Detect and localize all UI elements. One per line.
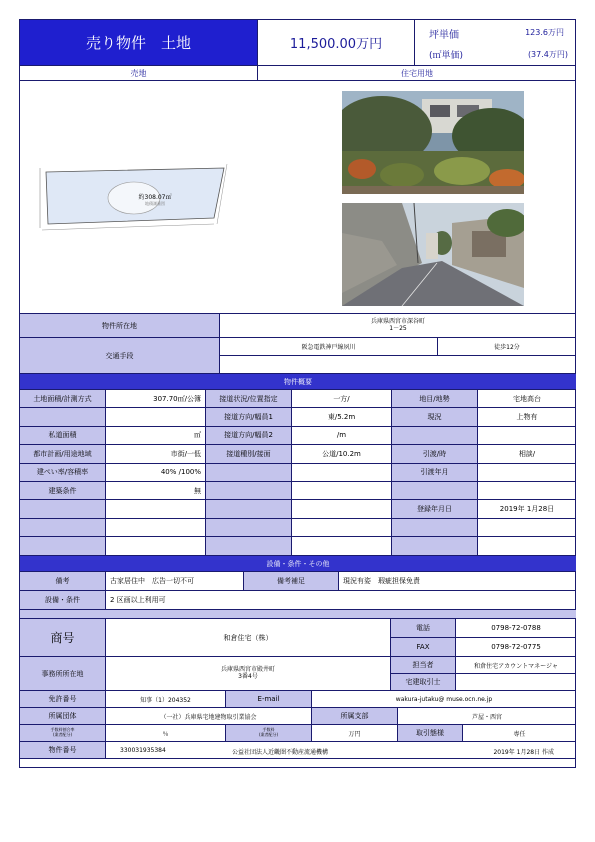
staff-value: 和倉住宅アカウントマネージャ [456,657,576,674]
summary-value: 相談/ [478,445,576,463]
association-value: （一社）兵庫県宅地建物取引業協会 [106,708,312,725]
conditions-value: 2 区画以上利用可 [106,591,576,610]
summary-label: 現況 [392,408,478,426]
summary-value: /m [292,427,392,445]
summary-value: 無 [106,482,206,500]
license-value: 知事（1）204352 [106,691,226,708]
summary-value [106,537,206,555]
office-value [106,657,391,691]
summary-value: 東/5.2m [292,408,392,426]
summary-label: 私道面積 [20,427,106,445]
summary-label [392,537,478,555]
fee-rate-label-a: 手数料割合率 [50,727,75,733]
summary-label: 登録年月日 [392,500,478,518]
office-line2: 3番4号 [238,672,258,680]
type-left: 売地 [20,66,258,81]
walk-value: 徒歩12分 [438,338,576,356]
email-value[interactable]: wakura-jutaku@ muse.ocn.ne.jp [312,691,576,708]
tsubo-value: 123.6万円 [525,28,564,37]
summary-label: 接道方向/幅員1 [206,408,292,426]
transaction-mode-label: 取引態様 [398,725,463,742]
footer-row [106,742,576,759]
summary-label [20,519,106,537]
house-garden-photo [342,91,524,194]
summary-value [292,464,392,482]
fax-value: 0798-72-0775 [456,638,576,657]
email-label: E-mail [226,691,312,708]
summary-label: 土地面積/計測方式 [20,390,106,408]
summary-value [292,537,392,555]
summary-value [478,519,576,537]
summary-value [106,408,206,426]
summary-label: 地目/地勢 [392,390,478,408]
summary-label [20,500,106,518]
summary-label [206,519,292,537]
remarks-sup-label: 備考補足 [244,572,339,591]
summary-value [478,427,576,445]
facilities-header: 設備・条件・その他 [20,556,576,572]
association-label: 所属団体 [20,708,106,725]
property-sheet [19,19,576,768]
location-label: 物件所在地 [20,314,220,338]
office-label: 事務所所在地 [20,657,106,691]
fee-rate-label-b: (業者配分) [52,732,73,737]
summary-label: 引渡/時 [392,445,478,463]
summary-label: 接道状況/位置指定 [206,390,292,408]
property-number-value: 330031935384 [120,747,166,754]
summary-label [206,500,292,518]
summary-label: 都市計画/用途地域 [20,445,106,463]
staff-label: 担当者 [391,657,456,674]
summary-value: 40% /100% [106,464,206,482]
transport-label: 交通手段 [20,338,220,374]
remarks-value: 古家居住中 広告一切不可 [106,572,244,591]
unit-price-box [415,20,576,66]
summary-value: 市街/一低 [106,445,206,463]
branch-label: 所属支部 [312,708,398,725]
summary-value: 公道/10.2m [292,445,392,463]
summary-value [292,500,392,518]
summary-value [478,482,576,500]
created-date: 2019年 1月28日 作成 [493,749,554,756]
conditions-label: 設備・条件 [20,591,106,610]
shinin-value [456,674,576,691]
summary-value [106,519,206,537]
organization-name: 公益社団法人近畿圏不動産流通機構 [232,749,329,756]
summary-label [206,464,292,482]
summary-value: 2019年 1月28日 [478,500,576,518]
summary-header: 物件概要 [20,374,576,390]
fee-amount-label-a: 手数料 [262,727,275,733]
tsubo-label: 坪単価 [429,30,459,41]
transaction-mode-value: 専任 [463,725,576,742]
summary-label [20,537,106,555]
summary-label [206,482,292,500]
summary-value [106,500,206,518]
office-line1: 兵庫県西宮市殿井町 [220,665,275,673]
property-number-label: 物件番号 [20,742,106,759]
fee-rate-label [20,725,106,742]
summary-value: 宅地高台 [478,390,576,408]
branch-value: 芦屋・西宮 [398,708,576,725]
plan-caption: 地積測量図 [145,201,165,206]
license-label: 免許番号 [20,691,106,708]
section-spacer [20,610,576,619]
type-right: 住宅用地 [258,66,576,81]
summary-label [392,427,478,445]
tel-label: 電話 [391,619,456,638]
shinin-label: 宅建取引士 [391,674,456,691]
fee-amount-value: 万円 [312,725,398,742]
fee-rate-value: ％ [106,725,226,742]
tel-value: 0798-72-0788 [456,619,576,638]
summary-value: ㎡ [106,427,206,445]
summary-label: 建ぺい率/容積率 [20,464,106,482]
summary-label: 引渡年月 [392,464,478,482]
price-value: 11,500.00万円 [258,20,415,66]
summary-label [392,482,478,500]
location-line2: 1－25 [389,324,407,332]
summary-label: 建築条件 [20,482,106,500]
summary-value [478,537,576,555]
sheet-title: 売り物件 土地 [20,20,258,66]
summary-value: 307.70㎡/公簿 [106,390,206,408]
station-value: 阪急電鉄神戸線夙川 [220,338,438,356]
fee-amount-label-b: (業者配分) [258,732,279,737]
location-line1: 兵庫県西宮市深谷町 [370,317,425,325]
summary-value: 上物有 [478,408,576,426]
summary-label [20,408,106,426]
summary-value [478,464,576,482]
fee-amount-label [226,725,312,742]
fax-label: FAX [391,638,456,657]
summary-label: 接道種別/接面 [206,445,292,463]
summary-value [292,482,392,500]
sqm-label: (㎡単価) [429,51,464,61]
location-value [220,314,576,338]
plan-area-label: 約308.07㎡ [138,194,172,201]
image-area [20,81,576,314]
transport-empty [220,356,576,374]
sqm-value: (37.4万円) [527,50,568,59]
summary-grid [20,390,576,556]
summary-label [206,537,292,555]
remarks-sup-value: 現況有姿 瑕疵担保免責 [339,572,576,591]
summary-value: 一方/ [292,390,392,408]
summary-value [292,519,392,537]
street-photo [342,203,524,306]
summary-label [392,519,478,537]
company-name-label: 商号 [20,619,106,657]
company-name-value: 和倉住宅（株） [106,619,391,657]
summary-label: 接道方向/幅員2 [206,427,292,445]
remarks-label: 備考 [20,572,106,591]
